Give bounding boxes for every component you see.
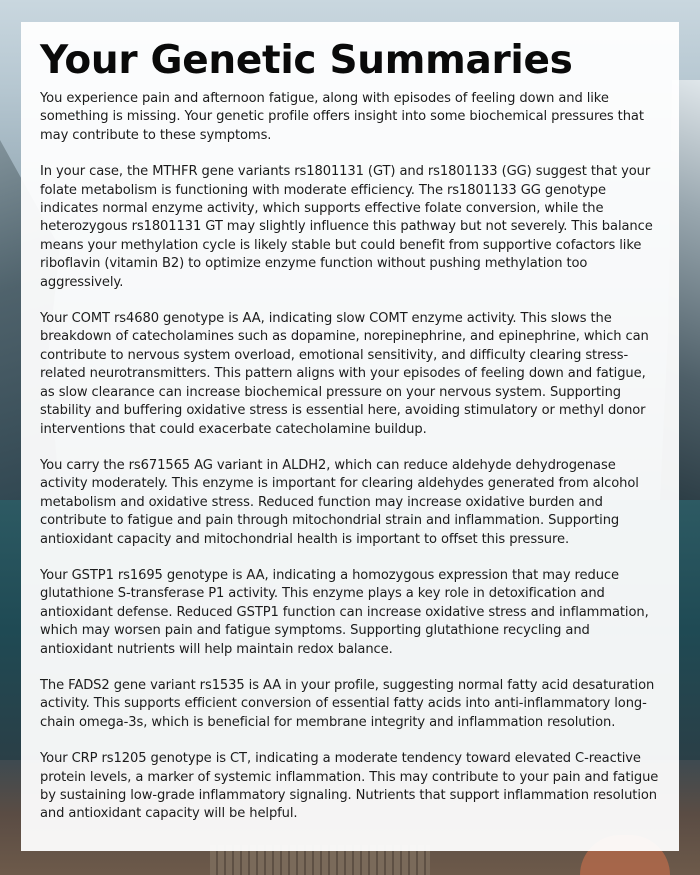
paragraph-comt: Your COMT rs4680 genotype is AA, indicating slow COMT enzyme activity. This slows the breakdown of catecholamines such as dopamine, norepinephrine, and epinephrine, which can contribute to nervous system overload, emotional sensitivity, and difficulty clearing stress-related neurotransmitters. This pattern aligns with your episodes of feeling down and fatigue, as slow clearance can increase biochemical pressure on your nervous system. Supporting stability and buffering oxidative stress is essential here, avoiding stimulatory or methyl donor interventions that could exacerbate catecholamine buildup. [40,311,649,437]
summary-card [21,22,679,851]
page-title: Your Genetic Summaries [40,38,573,83]
paragraph-intro: You experience pain and afternoon fatigue, along with episodes of feeling down and like something is missing. Your genetic profile offers insight into some biochemical pressures that may contribute to these symptoms. [40,91,644,143]
paragraph-gstp1: Your GSTP1 rs1695 genotype is AA, indicating a homozygous expression that may reduce glutathione S-transferase P1 activity. This enzyme plays a key role in detoxification and antioxidant defense. Reduced GSTP1 function can increase oxidative stress and inflammation, which may worsen pain and fatigue symptoms. Supporting glutathione recycling and antioxidant nutrients will help maintain redox balance. [40,567,649,657]
paragraph-crp: Your CRP rs1205 genotype is CT, indicating a moderate tendency toward elevated C-reactive protein levels, a marker of systemic inflammation. This may contribute to your pain and fatigue by sustaining low-grade inflammatory signaling. Nutrients that support inflammation resolution and antioxidant capacity will be helpful. [40,751,659,822]
paragraph-list [40,90,661,824]
paragraph-aldh2: You carry the rs671565 AG variant in ALDH2, which can reduce aldehyde dehydrogenase activity moderately. This enzyme is important for clearing aldehydes generated from alcohol metabolism and oxidative stress. Reduced function may increase oxidative burden and contribute to fatigue and pain through mitochondrial strain and inflammation. Supporting antioxidant capacity and mitochondrial health is important to offset this pressure. [40,457,639,547]
paragraph-mthfr: In your case, the MTHFR gene variants rs1801131 (GT) and rs1801133 (GG) suggest that your folate metabolism is functioning with moderate efficiency. The rs1801133 GG genotype indicates normal enzyme activity, which supports effective folate conversion, while the heterozygous rs1801131 GT may slightly influence this pathway but not severely. This balance means your methylation cycle is likely stable but could benefit from supportive cofactors like riboflavin (vitamin B2) to optimize enzyme function without pushing methylation too aggressively. [40,164,653,290]
paragraph-fads2: The FADS2 gene variant rs1535 is AA in your profile, suggesting normal fatty acid desaturation activity. This supports efficient conversion of essential fatty acids into anti-inflammatory long-chain omega-3s, which is beneficial for membrane integrity and inflammation resolution. [40,677,655,730]
